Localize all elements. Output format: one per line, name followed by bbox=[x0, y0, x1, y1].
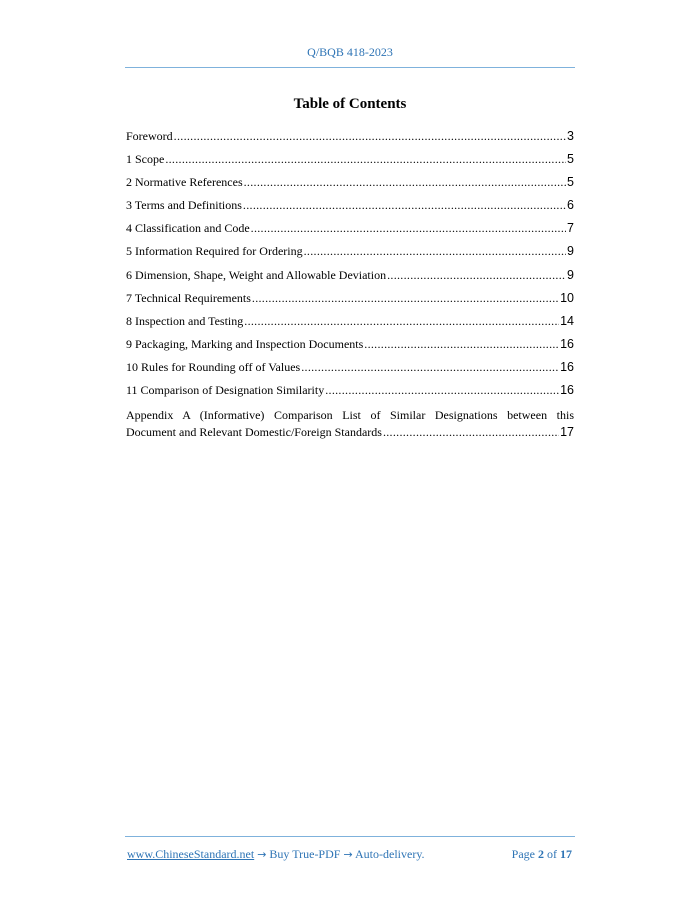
toc-entry-label: 7 Technical Requirements bbox=[126, 290, 251, 305]
page-indicator bbox=[512, 847, 572, 862]
toc-title: Table of Contents bbox=[293, 96, 407, 112]
toc-entry-label-line2-row bbox=[126, 424, 574, 441]
arrow-right-icon: → bbox=[343, 848, 353, 861]
toc-entry-label: 2 Normative References bbox=[126, 175, 243, 190]
site-link[interactable]: www.ChineseStandard.net bbox=[127, 847, 255, 861]
total-page-count: 17 bbox=[560, 847, 572, 861]
toc-entry-label-line2: Document and Relevant Domestic/Foreign Standards bbox=[126, 425, 382, 440]
toc-entry-page: 17 bbox=[560, 425, 574, 440]
toc-entry-label: 1 Scope bbox=[126, 152, 165, 167]
toc-entry-appendix-a[interactable] bbox=[126, 407, 574, 441]
toc-leader-dots bbox=[243, 197, 566, 213]
arrow-right-icon: → bbox=[257, 848, 267, 861]
toc-entry-page: 9 bbox=[567, 244, 574, 259]
toc-entry-label: 9 Packaging, Marking and Inspection Documents bbox=[126, 336, 364, 351]
toc-leader-dots bbox=[165, 151, 566, 167]
toc-entry-foreword[interactable] bbox=[126, 128, 574, 151]
toc-entry-label-line1: Appendix A (Informative) Comparison List of Similar Designations between this bbox=[126, 408, 574, 423]
toc-entry-inspection-testing[interactable] bbox=[126, 313, 574, 336]
toc-entry-label: Foreword bbox=[126, 129, 173, 143]
toc-entry-packaging-marking[interactable] bbox=[126, 336, 574, 359]
toc-entry-classification-code[interactable] bbox=[126, 220, 574, 243]
toc-leader-dots bbox=[252, 290, 559, 306]
toc-entry-label: 8 Inspection and Testing bbox=[126, 313, 244, 328]
toc-entry-label: 5 Information Required for Ordering bbox=[126, 244, 303, 259]
toc-entry-terms-definitions[interactable] bbox=[126, 197, 574, 220]
toc-leader-dots bbox=[301, 359, 559, 375]
toc-entry-page: 5 bbox=[567, 152, 574, 167]
toc-leader-dots bbox=[174, 128, 566, 144]
footer-divider bbox=[125, 836, 575, 837]
toc-entry-ordering-information[interactable] bbox=[126, 243, 574, 266]
toc-entry-label: 11 Comparison of Designation Similarity bbox=[126, 383, 325, 398]
buy-pdf-text: Buy True-PDF bbox=[269, 847, 341, 861]
toc-entry-page: 16 bbox=[560, 383, 574, 398]
toc-leader-dots bbox=[244, 313, 559, 329]
toc-entry-normative-references[interactable] bbox=[126, 174, 574, 197]
toc-entry-page: 16 bbox=[560, 359, 574, 374]
toc-entry-page: 5 bbox=[567, 175, 574, 190]
footer-promo bbox=[127, 847, 425, 862]
toc-leader-dots bbox=[304, 243, 566, 259]
toc-entry-dimension-shape-weight[interactable] bbox=[126, 267, 574, 290]
auto-delivery-text: Auto-delivery. bbox=[355, 847, 425, 861]
toc-leader-dots bbox=[383, 424, 559, 441]
toc-entry-page: 16 bbox=[560, 336, 574, 351]
page-footer bbox=[127, 847, 572, 862]
toc-entry-technical-requirements[interactable] bbox=[126, 290, 574, 313]
toc-entry-designation-similarity[interactable] bbox=[126, 382, 574, 405]
toc-entry-label: 6 Dimension, Shape, Weight and Allowable Deviation bbox=[126, 267, 387, 282]
document-code: Q/BQB 418-2023 bbox=[307, 45, 393, 59]
toc-leader-dots bbox=[387, 267, 566, 283]
header-divider bbox=[125, 67, 575, 68]
toc-leader-dots bbox=[244, 174, 566, 190]
toc-entry-label: 10 Rules for Rounding off of Values bbox=[126, 359, 301, 374]
current-page-number: 2 bbox=[538, 847, 544, 861]
toc-entry-page: 6 bbox=[567, 198, 574, 213]
page-word: Page bbox=[511, 847, 535, 861]
toc-entry-scope[interactable] bbox=[126, 151, 574, 174]
toc-leader-dots bbox=[251, 220, 566, 236]
toc-entry-page: 3 bbox=[567, 129, 574, 143]
table-of-contents bbox=[126, 128, 574, 441]
toc-leader-dots bbox=[325, 382, 559, 398]
toc-entry-label: 4 Classification and Code bbox=[126, 221, 250, 236]
toc-leader-dots bbox=[364, 336, 559, 352]
toc-entry-page: 9 bbox=[567, 267, 574, 282]
toc-entry-page: 10 bbox=[560, 290, 574, 305]
toc-entry-page: 7 bbox=[567, 221, 574, 236]
of-word: of bbox=[547, 847, 557, 861]
toc-entry-page: 14 bbox=[560, 313, 574, 328]
toc-entry-label: 3 Terms and Definitions bbox=[126, 198, 242, 213]
toc-entry-rounding-rules[interactable] bbox=[126, 359, 574, 382]
